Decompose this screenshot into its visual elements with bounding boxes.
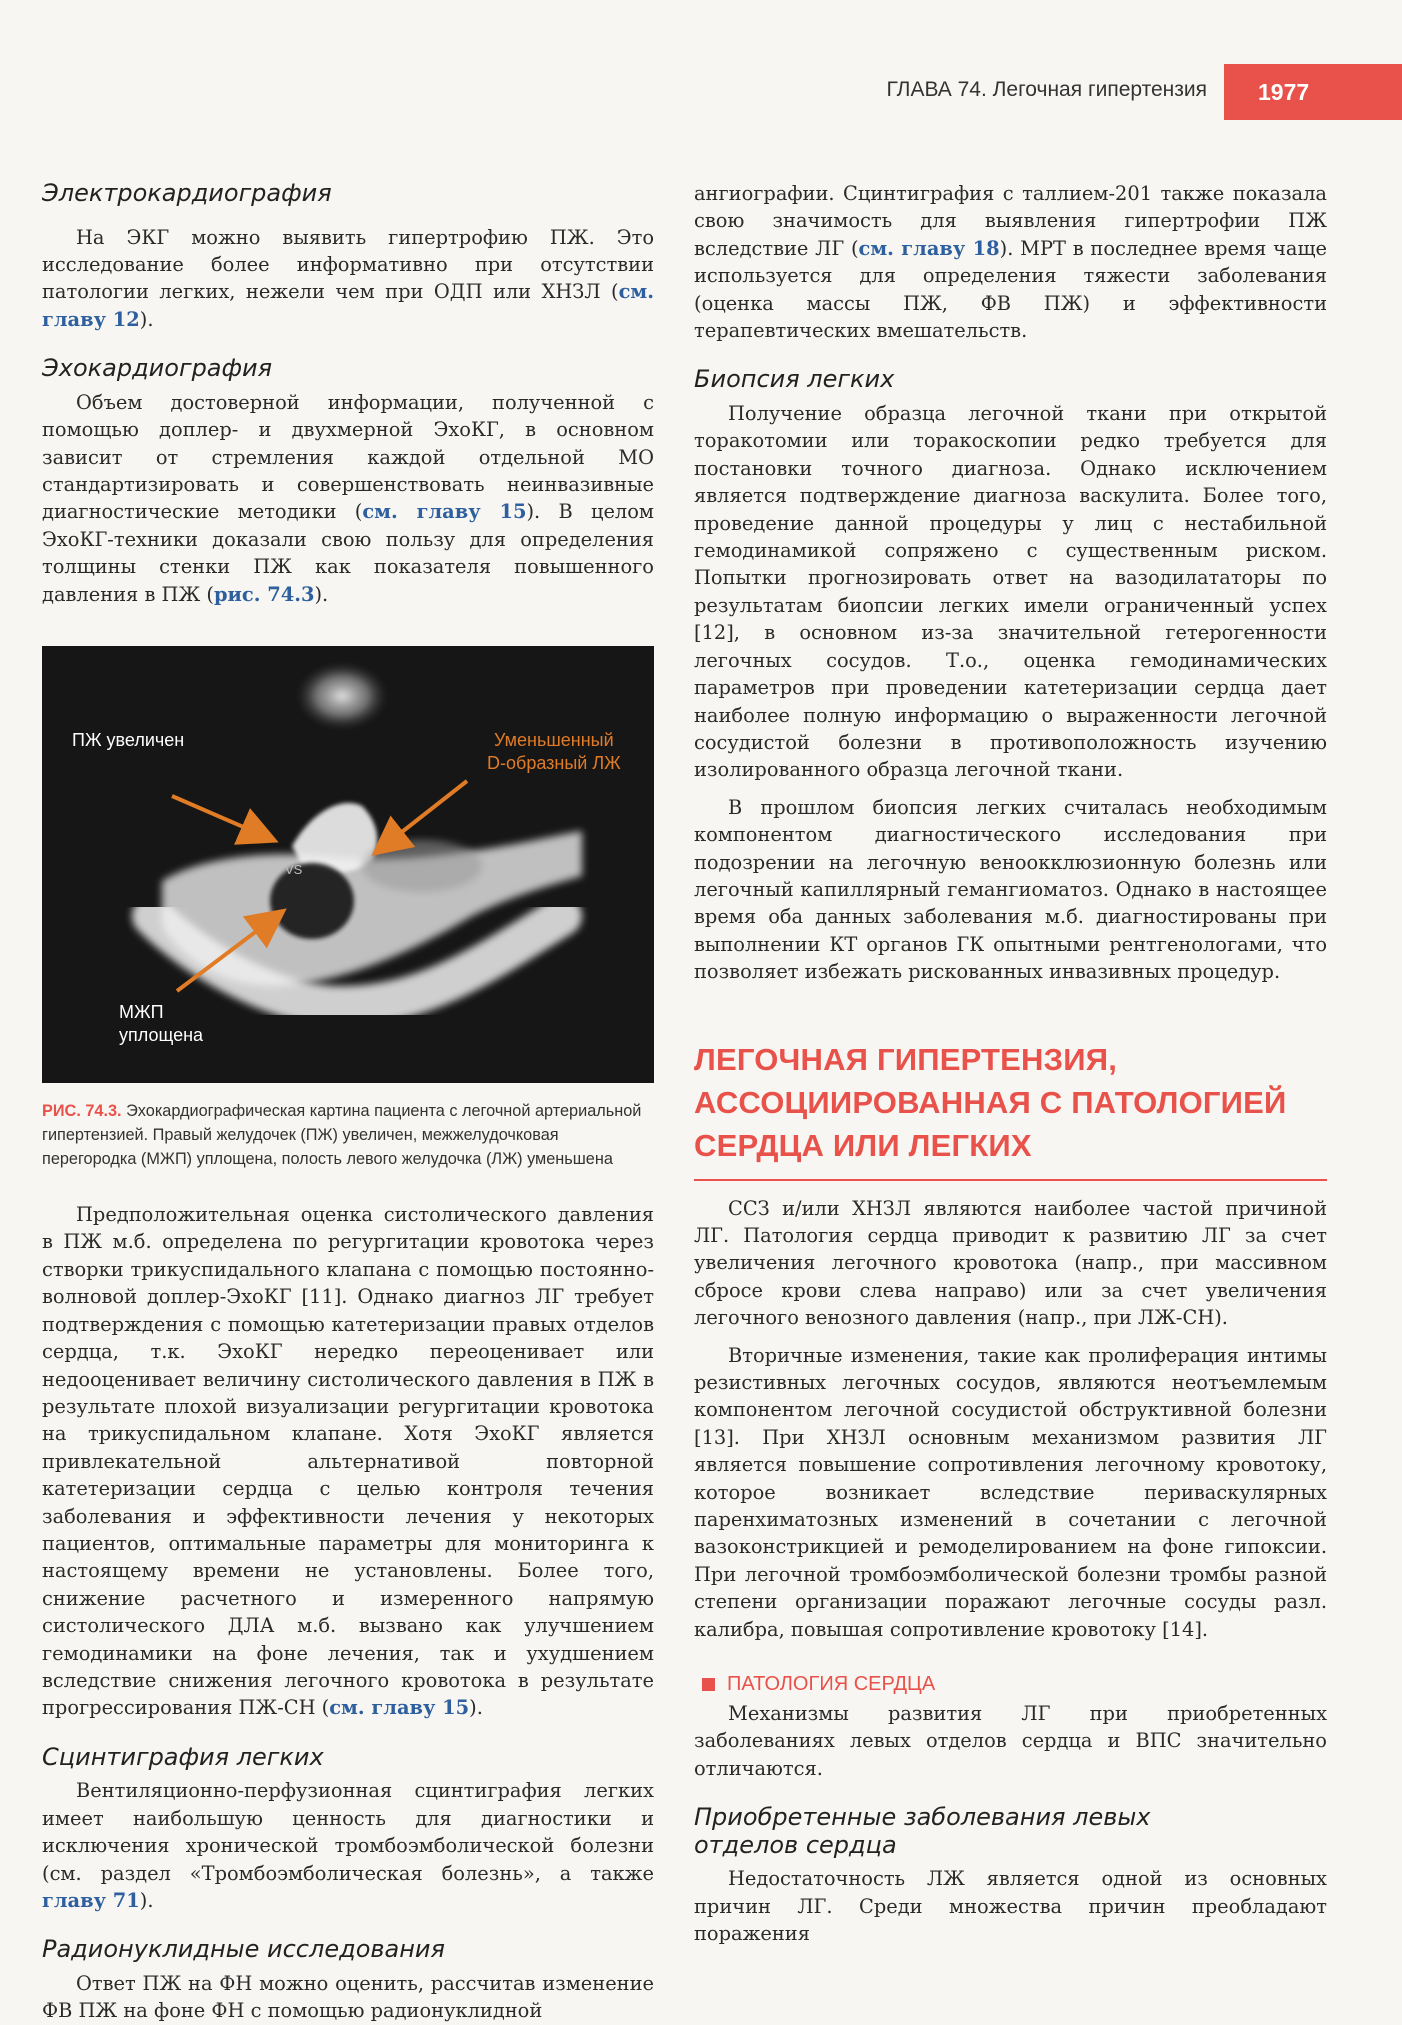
section-rule [694, 1179, 1327, 1181]
subsection-heart-heading: ПАТОЛОГИЯ СЕРДЦА [702, 1673, 1327, 1696]
paragraph-radionuclide: Ответ ПЖ на ФН можно оценить, рассчитав изменение ФВ ПЖ на фоне ФН с помощью радионуклидной [42, 1972, 654, 2023]
ref-link[interactable]: см. главу 18 [858, 236, 1000, 260]
heading-radionuclide: Радионуклидные исследования [42, 1935, 445, 1964]
label-rv: ПЖ увеличен [72, 730, 185, 751]
chapter-title: ГЛАВА 74. Легочная гипертензия [886, 78, 1207, 101]
paragraph-acquired: Недостаточность ЛЖ является одной из основных причин ЛГ. Среди множества причин преобладают поражения [694, 1867, 1327, 1946]
label-lv-line2: D-образный ЛЖ [487, 753, 621, 774]
paragraph-scintigraphy: Вентиляционно-перфузионная сцинтиграфия легких имеет наибольшую ценность для диагностики и исключения хронической тромбоэмболической болезни (см. раздел «Тромбоэмболическая болезнь», а также главу 71). [42, 1779, 654, 1912]
heading-ekg: Электрокардиография [42, 179, 332, 207]
paragraph-biopsy-2: В прошлом биопсия легких считалась необходимым компонентом диагностического исследования при подозрении на легочную веноокклюзионную болезнь или легочный капиллярный гемангиоматоз. Однако в настоящее время оба данных заболевания м.б. диагностированы при выполнении КТ органов ГК опытными рентгенологами, что позволяет избежать рискованных инвазивных процедур. [694, 795, 1327, 984]
ref-link[interactable]: см. главу 12 [42, 280, 654, 331]
label-ivs-line2: уплощена [119, 1025, 204, 1046]
paragraph-echo: Объем достоверной информации, полученной с помощью доплер- и двухмерной ЭхоКГ, в основном зависит от стремления каждой отдельной МО стандартизировать и совершенствовать неинвазивные диагностические методики (см. главу 15). В целом ЭхоКГ-техники доказали свою пользу для определения толщины стенки ПЖ как показателя повышенного давления в ПЖ (рис. 74.3). [42, 390, 654, 606]
page-number: 1977 [1224, 64, 1402, 120]
label-ivs-line1: МЖП [119, 1002, 164, 1023]
echocardiogram-figure [42, 646, 654, 1083]
paragraph-angiography-cont: ангиографии. Сцинтиграфия с таллием-201 также показала свою значимость для выявления гипертрофии ПЖ вследствие ЛГ (см. главу 18). МРТ в последнее время чаще используется для определения тяжести заболевания (оценка массы ПЖ, ФВ ПЖ) и эффективности терапевтических вмешательств. [694, 182, 1327, 343]
ref-figure-link[interactable]: рис. 74.3 [213, 582, 315, 606]
square-bullet-icon [702, 1678, 715, 1691]
heading-biopsy: Биопсия легких [694, 365, 895, 394]
ref-link[interactable]: см. главу 15 [329, 1696, 470, 1720]
paragraph-ekg: На ЭКГ можно выявить гипертрофию ПЖ. Это исследование более информативно при отсутствии патологии легких, нежели чем при ОДП или ХНЗЛ (см. главу 12). [42, 225, 654, 331]
paragraph-section-2: Вторичные изменения, такие как пролиферация интимы резистивных легочных сосудов, являются неотъемлемым компонентом легочной сосудистой обструктивной болезни [13]. При ХНЗЛ основным механизмом развития ЛГ является повышение сопротивления легочному кровотоку, которое возникает вследствие периваскулярных паренхиматозных изменений в сочетании с легочной вазоконстрикцией и ремоделированием на фоне гипоксии. При легочной тромбоэмболической болезни тромбы разной степени организации поражают легочные сосуды разл. калибра, повышая сопротивление кровотоку [14]. [694, 1343, 1327, 1641]
left-column [42, 180, 654, 2025]
label-vs: VS [285, 862, 303, 878]
ref-link[interactable]: главу 71 [42, 1889, 140, 1912]
paragraph-biopsy-1: Получение образца легочной ткани при открытой торакотомии или торакоскопии редко требуется для постановки точного диагноза. Однако исключением является подтверждение диагноза васкулита. Более того, проведение данной процедуры у лиц с нестабильной гемодинамикой сопряжено с существенным риском. Попытки прогнозировать ответ на вазодилататоры по результатам биопсии легких имели ограниченный успех [12], в основном из-за значительной гетерогенности легочных сосудов. Т.о., оценка гемодинамических параметров при проведении катетеризации сердца дает наиболее полную информацию о выраженности легочной сосудистой болезни в противоположность изучению изолированного образца легочной ткани. [694, 402, 1327, 782]
right-column [694, 180, 1327, 1948]
label-lv-line1: Уменьшенный [494, 730, 614, 751]
section-heading: ЛЕГОЧНАЯ ГИПЕРТЕНЗИЯ, АССОЦИИРОВАННАЯ С ПАТОЛОГИЕЙ СЕРДЦА ИЛИ ЛЕГКИХ [694, 1041, 1287, 1163]
running-head [0, 64, 1402, 120]
figure-caption: РИС. 74.3. Эхокардиографическая картина пациента с легочной артериальной гипертензией. Правый желудочек (ПЖ) увеличен, межжелудочковая перегородка (МЖП) уплощена, полость левого желудочка (ЛЖ) уменьшена [42, 1102, 642, 1169]
heading-echo: Эхокардиография [42, 354, 273, 383]
heading-scintigraphy: Сцинтиграфия легких [42, 1742, 324, 1771]
ref-link[interactable]: см. главу 15 [362, 500, 527, 524]
heading-acquired: Приобретенные заболевания левых отделов сердца [694, 1803, 1151, 1859]
echocardiogram-image [42, 646, 654, 1083]
paragraph-heart: Механизмы развития ЛГ при приобретенных заболеваниях левых отделов сердца и ВПС значительно отличаются. [694, 1702, 1327, 1780]
figure-number: РИС. 74.3. [42, 1102, 122, 1121]
paragraph-pressure: Предположительная оценка систолического давления в ПЖ м.б. определена по регургитации кровотока через створки трикуспидального клапана с помощью постоянно-волновой доплер-ЭхоКГ [11]. Однако диагноз ЛГ требует подтверждения с помощью катетеризации правых отделов сердца, т.к. ЭхоКГ нередко переоценивает или недооценивает величину систолического давления в ПЖ в результате плохой визуализации регургитации кровотока на трикуспидальном клапане. Хотя ЭхоКГ является привлекательной альтернативой повторной катетеризации сердца с целью контроля течения заболевания и эффективности лечения у некоторых пациентов, оптимальные параметры для мониторинга к настоящему времени не установлены. Более того, снижение расчетного и измеренного напрямую систолического ДЛА м.б. вызвано как улучшением гемодинамики на фоне лечения, так и ухудшением вследствие снижения легочного кровотока в результате прогрессирования ПЖ-СН (см. главу 15). [42, 1203, 654, 1720]
paragraph-section-1: ССЗ и/или ХНЗЛ являются наиболее частой причиной ЛГ. Патология сердца приводит к развитию ЛГ за счет увеличения легочного кровотока (напр., при массивном сбросе крови слева направо) или за счет увеличения легочного венозного давления (напр., при ЛЖ-СН). [694, 1196, 1327, 1330]
